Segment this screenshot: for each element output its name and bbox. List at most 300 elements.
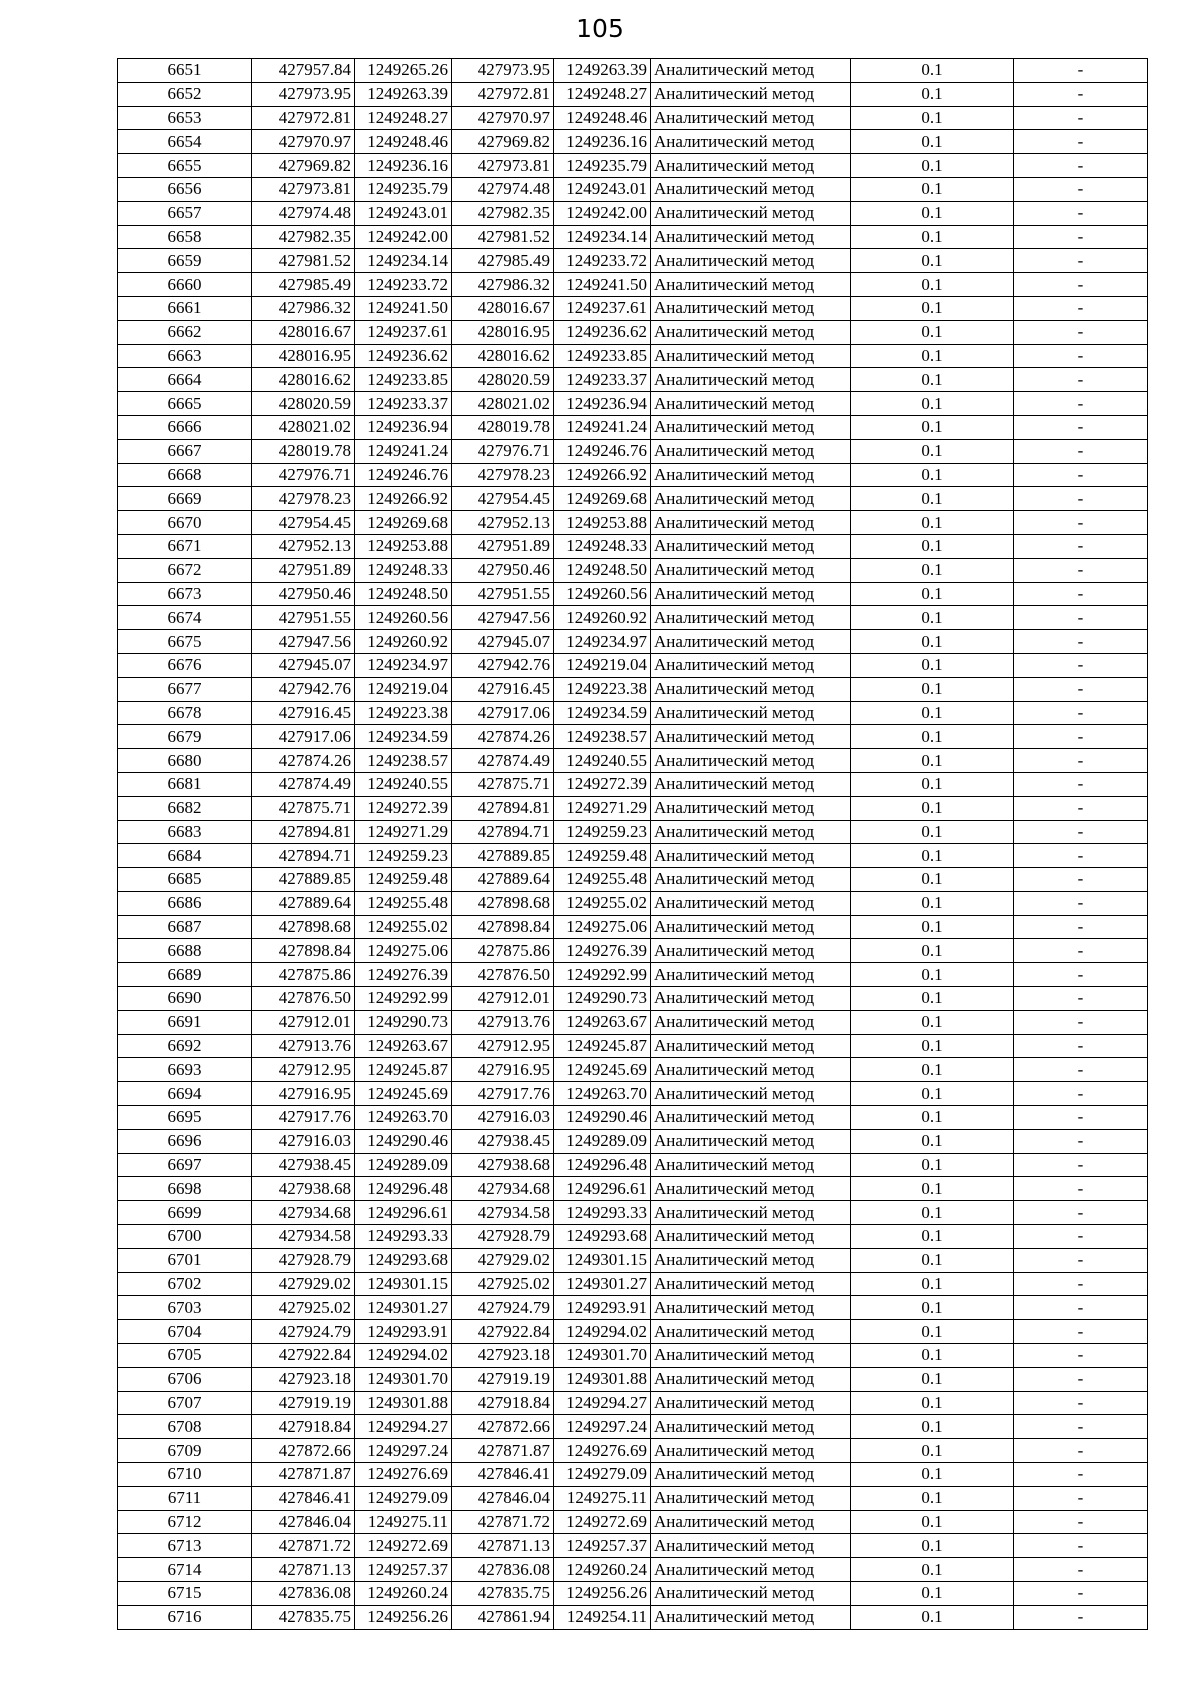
method-cell: Аналитический метод [651, 201, 851, 225]
method-cell: Аналитический метод [651, 1582, 851, 1606]
x-end-cell: 428020.59 [452, 368, 554, 392]
point-number-cell: 6671 [118, 534, 252, 558]
note-cell: - [1014, 939, 1148, 963]
table-row [118, 534, 1148, 558]
y-end-cell: 1249296.61 [554, 1177, 651, 1201]
x-start-cell: 427836.08 [252, 1582, 355, 1606]
x-start-cell: 427846.04 [252, 1510, 355, 1534]
accuracy-cell: 0.1 [851, 868, 1014, 892]
table-row [118, 1320, 1148, 1344]
y-start-cell: 1249248.50 [355, 582, 452, 606]
y-start-cell: 1249253.88 [355, 534, 452, 558]
x-end-cell: 427912.01 [452, 987, 554, 1011]
y-end-cell: 1249272.39 [554, 772, 651, 796]
y-start-cell: 1249293.68 [355, 1248, 452, 1272]
table-row [118, 273, 1148, 297]
point-number-cell: 6683 [118, 820, 252, 844]
note-cell: - [1014, 296, 1148, 320]
table-row [118, 1582, 1148, 1606]
y-end-cell: 1249294.02 [554, 1320, 651, 1344]
x-start-cell: 427872.66 [252, 1439, 355, 1463]
y-start-cell: 1249263.39 [355, 82, 452, 106]
x-end-cell: 427861.94 [452, 1605, 554, 1629]
x-end-cell: 427918.84 [452, 1391, 554, 1415]
table-row [118, 106, 1148, 130]
accuracy-cell: 0.1 [851, 987, 1014, 1011]
method-cell: Аналитический метод [651, 630, 851, 654]
table-row [118, 939, 1148, 963]
y-start-cell: 1249240.55 [355, 772, 452, 796]
y-end-cell: 1249260.56 [554, 582, 651, 606]
y-end-cell: 1249238.57 [554, 725, 651, 749]
method-cell: Аналитический метод [651, 1486, 851, 1510]
method-cell: Аналитический метод [651, 1439, 851, 1463]
point-number-cell: 6701 [118, 1248, 252, 1272]
point-number-cell: 6652 [118, 82, 252, 106]
x-start-cell: 427912.01 [252, 1010, 355, 1034]
accuracy-cell: 0.1 [851, 1058, 1014, 1082]
y-start-cell: 1249296.48 [355, 1177, 452, 1201]
x-start-cell: 428019.78 [252, 439, 355, 463]
point-number-cell: 6679 [118, 725, 252, 749]
point-number-cell: 6651 [118, 59, 252, 83]
x-end-cell: 427945.07 [452, 630, 554, 654]
x-start-cell: 427934.68 [252, 1201, 355, 1225]
note-cell: - [1014, 868, 1148, 892]
accuracy-cell: 0.1 [851, 1320, 1014, 1344]
note-cell: - [1014, 1320, 1148, 1344]
method-cell: Аналитический метод [651, 677, 851, 701]
y-end-cell: 1249233.72 [554, 249, 651, 273]
method-cell: Аналитический метод [651, 1558, 851, 1582]
point-number-cell: 6692 [118, 1034, 252, 1058]
table-row [118, 1486, 1148, 1510]
table-row [118, 1034, 1148, 1058]
table-row [118, 1225, 1148, 1249]
point-number-cell: 6656 [118, 177, 252, 201]
note-cell: - [1014, 1439, 1148, 1463]
method-cell: Аналитический метод [651, 1010, 851, 1034]
y-start-cell: 1249260.92 [355, 630, 452, 654]
accuracy-cell: 0.1 [851, 701, 1014, 725]
point-number-cell: 6686 [118, 891, 252, 915]
y-end-cell: 1249234.14 [554, 225, 651, 249]
accuracy-cell: 0.1 [851, 1344, 1014, 1368]
x-start-cell: 427978.23 [252, 487, 355, 511]
y-start-cell: 1249255.48 [355, 891, 452, 915]
x-end-cell: 427954.45 [452, 487, 554, 511]
table-row [118, 725, 1148, 749]
method-cell: Аналитический метод [651, 891, 851, 915]
note-cell: - [1014, 1153, 1148, 1177]
x-end-cell: 427871.13 [452, 1534, 554, 1558]
y-end-cell: 1249248.46 [554, 106, 651, 130]
accuracy-cell: 0.1 [851, 1439, 1014, 1463]
accuracy-cell: 0.1 [851, 1082, 1014, 1106]
x-start-cell: 427894.71 [252, 844, 355, 868]
x-end-cell: 427917.06 [452, 701, 554, 725]
x-end-cell: 427894.81 [452, 796, 554, 820]
y-start-cell: 1249275.06 [355, 939, 452, 963]
note-cell: - [1014, 987, 1148, 1011]
table-row [118, 1010, 1148, 1034]
y-start-cell: 1249301.70 [355, 1367, 452, 1391]
x-end-cell: 427951.89 [452, 534, 554, 558]
note-cell: - [1014, 320, 1148, 344]
accuracy-cell: 0.1 [851, 1534, 1014, 1558]
y-end-cell: 1249301.88 [554, 1367, 651, 1391]
x-end-cell: 428021.02 [452, 392, 554, 416]
table-row [118, 1391, 1148, 1415]
x-start-cell: 427916.03 [252, 1129, 355, 1153]
point-number-cell: 6688 [118, 939, 252, 963]
table-row [118, 344, 1148, 368]
table-body [118, 59, 1148, 1630]
table-row [118, 1082, 1148, 1106]
accuracy-cell: 0.1 [851, 1248, 1014, 1272]
table-row [118, 987, 1148, 1011]
note-cell: - [1014, 1296, 1148, 1320]
method-cell: Аналитический метод [651, 534, 851, 558]
y-end-cell: 1249235.79 [554, 154, 651, 178]
x-start-cell: 427957.84 [252, 59, 355, 83]
x-end-cell: 427928.79 [452, 1225, 554, 1249]
y-start-cell: 1249294.02 [355, 1344, 452, 1368]
point-number-cell: 6714 [118, 1558, 252, 1582]
table-row [118, 463, 1148, 487]
method-cell: Аналитический метод [651, 392, 851, 416]
note-cell: - [1014, 749, 1148, 773]
accuracy-cell: 0.1 [851, 1034, 1014, 1058]
x-end-cell: 427875.71 [452, 772, 554, 796]
y-end-cell: 1249294.27 [554, 1391, 651, 1415]
y-start-cell: 1249276.69 [355, 1463, 452, 1487]
x-start-cell: 427950.46 [252, 582, 355, 606]
note-cell: - [1014, 1344, 1148, 1368]
point-number-cell: 6665 [118, 392, 252, 416]
y-start-cell: 1249236.16 [355, 154, 452, 178]
x-end-cell: 427951.55 [452, 582, 554, 606]
y-start-cell: 1249276.39 [355, 963, 452, 987]
method-cell: Аналитический метод [651, 868, 851, 892]
note-cell: - [1014, 725, 1148, 749]
x-start-cell: 427974.48 [252, 201, 355, 225]
y-start-cell: 1249223.38 [355, 701, 452, 725]
table-row [118, 1534, 1148, 1558]
table-row [118, 701, 1148, 725]
method-cell: Аналитический метод [651, 1367, 851, 1391]
y-start-cell: 1249246.76 [355, 463, 452, 487]
method-cell: Аналитический метод [651, 1272, 851, 1296]
y-start-cell: 1249265.26 [355, 59, 452, 83]
x-start-cell: 427916.45 [252, 701, 355, 725]
point-number-cell: 6660 [118, 273, 252, 297]
x-start-cell: 427874.26 [252, 749, 355, 773]
point-number-cell: 6666 [118, 415, 252, 439]
x-start-cell: 427976.71 [252, 463, 355, 487]
y-start-cell: 1249257.37 [355, 1558, 452, 1582]
point-number-cell: 6674 [118, 606, 252, 630]
accuracy-cell: 0.1 [851, 1153, 1014, 1177]
note-cell: - [1014, 463, 1148, 487]
x-start-cell: 427918.84 [252, 1415, 355, 1439]
note-cell: - [1014, 106, 1148, 130]
point-number-cell: 6689 [118, 963, 252, 987]
point-number-cell: 6702 [118, 1272, 252, 1296]
x-start-cell: 427871.72 [252, 1534, 355, 1558]
y-end-cell: 1249234.97 [554, 630, 651, 654]
y-start-cell: 1249241.24 [355, 439, 452, 463]
note-cell: - [1014, 1605, 1148, 1629]
accuracy-cell: 0.1 [851, 1510, 1014, 1534]
table-row [118, 1510, 1148, 1534]
y-start-cell: 1249272.39 [355, 796, 452, 820]
accuracy-cell: 0.1 [851, 1296, 1014, 1320]
point-number-cell: 6694 [118, 1082, 252, 1106]
accuracy-cell: 0.1 [851, 439, 1014, 463]
accuracy-cell: 0.1 [851, 891, 1014, 915]
table-row [118, 891, 1148, 915]
accuracy-cell: 0.1 [851, 1177, 1014, 1201]
note-cell: - [1014, 1558, 1148, 1582]
point-number-cell: 6670 [118, 511, 252, 535]
note-cell: - [1014, 1582, 1148, 1606]
note-cell: - [1014, 796, 1148, 820]
y-end-cell: 1249292.99 [554, 963, 651, 987]
table-row [118, 796, 1148, 820]
method-cell: Аналитический метод [651, 487, 851, 511]
x-start-cell: 427981.52 [252, 249, 355, 273]
method-cell: Аналитический метод [651, 225, 851, 249]
accuracy-cell: 0.1 [851, 273, 1014, 297]
table-row [118, 368, 1148, 392]
method-cell: Аналитический метод [651, 368, 851, 392]
y-end-cell: 1249290.73 [554, 987, 651, 1011]
y-start-cell: 1249271.29 [355, 820, 452, 844]
accuracy-cell: 0.1 [851, 582, 1014, 606]
note-cell: - [1014, 1058, 1148, 1082]
x-start-cell: 427945.07 [252, 653, 355, 677]
method-cell: Аналитический метод [651, 701, 851, 725]
table-row [118, 1177, 1148, 1201]
accuracy-cell: 0.1 [851, 249, 1014, 273]
x-start-cell: 427986.32 [252, 296, 355, 320]
point-number-cell: 6693 [118, 1058, 252, 1082]
point-number-cell: 6681 [118, 772, 252, 796]
method-cell: Аналитический метод [651, 558, 851, 582]
y-start-cell: 1249272.69 [355, 1534, 452, 1558]
accuracy-cell: 0.1 [851, 82, 1014, 106]
note-cell: - [1014, 630, 1148, 654]
table-row [118, 296, 1148, 320]
x-end-cell: 427973.81 [452, 154, 554, 178]
point-number-cell: 6685 [118, 868, 252, 892]
table-row [118, 772, 1148, 796]
method-cell: Аналитический метод [651, 1034, 851, 1058]
point-number-cell: 6705 [118, 1344, 252, 1368]
x-start-cell: 427889.85 [252, 868, 355, 892]
accuracy-cell: 0.1 [851, 772, 1014, 796]
y-end-cell: 1249293.91 [554, 1296, 651, 1320]
x-start-cell: 427924.79 [252, 1320, 355, 1344]
y-end-cell: 1249242.00 [554, 201, 651, 225]
x-end-cell: 427894.71 [452, 820, 554, 844]
x-start-cell: 427952.13 [252, 534, 355, 558]
x-end-cell: 427929.02 [452, 1248, 554, 1272]
accuracy-cell: 0.1 [851, 1415, 1014, 1439]
note-cell: - [1014, 534, 1148, 558]
note-cell: - [1014, 1225, 1148, 1249]
accuracy-cell: 0.1 [851, 1463, 1014, 1487]
table-row [118, 1367, 1148, 1391]
x-start-cell: 427871.87 [252, 1463, 355, 1487]
x-end-cell: 427846.04 [452, 1486, 554, 1510]
accuracy-cell: 0.1 [851, 392, 1014, 416]
y-start-cell: 1249263.70 [355, 1106, 452, 1130]
point-number-cell: 6675 [118, 630, 252, 654]
y-end-cell: 1249245.87 [554, 1034, 651, 1058]
point-number-cell: 6716 [118, 1605, 252, 1629]
y-end-cell: 1249241.24 [554, 415, 651, 439]
method-cell: Аналитический метод [651, 749, 851, 773]
x-start-cell: 427982.35 [252, 225, 355, 249]
table-row [118, 177, 1148, 201]
table-row [118, 1058, 1148, 1082]
method-cell: Аналитический метод [651, 106, 851, 130]
note-cell: - [1014, 1415, 1148, 1439]
x-start-cell: 428021.02 [252, 415, 355, 439]
y-end-cell: 1249236.16 [554, 130, 651, 154]
method-cell: Аналитический метод [651, 1534, 851, 1558]
table-row [118, 249, 1148, 273]
method-cell: Аналитический метод [651, 1344, 851, 1368]
y-start-cell: 1249294.27 [355, 1415, 452, 1439]
y-start-cell: 1249238.57 [355, 749, 452, 773]
y-start-cell: 1249279.09 [355, 1486, 452, 1510]
note-cell: - [1014, 891, 1148, 915]
x-end-cell: 427898.68 [452, 891, 554, 915]
method-cell: Аналитический метод [651, 249, 851, 273]
table-row [118, 1439, 1148, 1463]
y-end-cell: 1249296.48 [554, 1153, 651, 1177]
method-cell: Аналитический метод [651, 344, 851, 368]
method-cell: Аналитический метод [651, 1415, 851, 1439]
method-cell: Аналитический метод [651, 1177, 851, 1201]
accuracy-cell: 0.1 [851, 1225, 1014, 1249]
point-number-cell: 6676 [118, 653, 252, 677]
note-cell: - [1014, 820, 1148, 844]
point-number-cell: 6687 [118, 915, 252, 939]
point-number-cell: 6711 [118, 1486, 252, 1510]
table-row [118, 225, 1148, 249]
x-start-cell: 427871.13 [252, 1558, 355, 1582]
accuracy-cell: 0.1 [851, 558, 1014, 582]
y-start-cell: 1249233.85 [355, 368, 452, 392]
y-end-cell: 1249263.70 [554, 1082, 651, 1106]
x-end-cell: 427970.97 [452, 106, 554, 130]
y-end-cell: 1249301.27 [554, 1272, 651, 1296]
y-end-cell: 1249241.50 [554, 273, 651, 297]
accuracy-cell: 0.1 [851, 606, 1014, 630]
method-cell: Аналитический метод [651, 177, 851, 201]
accuracy-cell: 0.1 [851, 677, 1014, 701]
y-start-cell: 1249242.00 [355, 225, 452, 249]
accuracy-cell: 0.1 [851, 1605, 1014, 1629]
x-end-cell: 427982.35 [452, 201, 554, 225]
y-start-cell: 1249275.11 [355, 1510, 452, 1534]
method-cell: Аналитический метод [651, 82, 851, 106]
point-number-cell: 6712 [118, 1510, 252, 1534]
note-cell: - [1014, 1248, 1148, 1272]
method-cell: Аналитический метод [651, 1058, 851, 1082]
x-end-cell: 427835.75 [452, 1582, 554, 1606]
x-start-cell: 427985.49 [252, 273, 355, 297]
method-cell: Аналитический метод [651, 1296, 851, 1320]
x-start-cell: 427898.68 [252, 915, 355, 939]
y-end-cell: 1249248.27 [554, 82, 651, 106]
note-cell: - [1014, 439, 1148, 463]
y-end-cell: 1249223.38 [554, 677, 651, 701]
x-start-cell: 427928.79 [252, 1248, 355, 1272]
y-end-cell: 1249293.68 [554, 1225, 651, 1249]
point-number-cell: 6653 [118, 106, 252, 130]
x-end-cell: 427875.86 [452, 939, 554, 963]
table-row [118, 582, 1148, 606]
x-end-cell: 427836.08 [452, 1558, 554, 1582]
y-end-cell: 1249236.62 [554, 320, 651, 344]
point-number-cell: 6668 [118, 463, 252, 487]
method-cell: Аналитический метод [651, 1463, 851, 1487]
y-end-cell: 1249234.59 [554, 701, 651, 725]
method-cell: Аналитический метод [651, 320, 851, 344]
x-end-cell: 427973.95 [452, 59, 554, 83]
point-number-cell: 6658 [118, 225, 252, 249]
point-number-cell: 6710 [118, 1463, 252, 1487]
y-end-cell: 1249255.48 [554, 868, 651, 892]
table-row [118, 82, 1148, 106]
y-end-cell: 1249269.68 [554, 487, 651, 511]
accuracy-cell: 0.1 [851, 915, 1014, 939]
y-end-cell: 1249301.70 [554, 1344, 651, 1368]
x-end-cell: 427871.72 [452, 1510, 554, 1534]
y-end-cell: 1249263.39 [554, 59, 651, 83]
point-number-cell: 6661 [118, 296, 252, 320]
accuracy-cell: 0.1 [851, 844, 1014, 868]
x-end-cell: 427986.32 [452, 273, 554, 297]
y-end-cell: 1249240.55 [554, 749, 651, 773]
y-end-cell: 1249260.24 [554, 1558, 651, 1582]
point-number-cell: 6707 [118, 1391, 252, 1415]
y-start-cell: 1249293.91 [355, 1320, 452, 1344]
note-cell: - [1014, 915, 1148, 939]
y-end-cell: 1249290.46 [554, 1106, 651, 1130]
x-start-cell: 427934.58 [252, 1225, 355, 1249]
note-cell: - [1014, 582, 1148, 606]
x-end-cell: 427969.82 [452, 130, 554, 154]
x-end-cell: 427925.02 [452, 1272, 554, 1296]
table-row [118, 59, 1148, 83]
method-cell: Аналитический метод [651, 511, 851, 535]
table-row [118, 749, 1148, 773]
y-end-cell: 1249233.37 [554, 368, 651, 392]
y-start-cell: 1249296.61 [355, 1201, 452, 1225]
accuracy-cell: 0.1 [851, 963, 1014, 987]
x-end-cell: 427889.85 [452, 844, 554, 868]
x-start-cell: 427846.41 [252, 1486, 355, 1510]
x-start-cell: 427942.76 [252, 677, 355, 701]
accuracy-cell: 0.1 [851, 1201, 1014, 1225]
x-start-cell: 427923.18 [252, 1367, 355, 1391]
